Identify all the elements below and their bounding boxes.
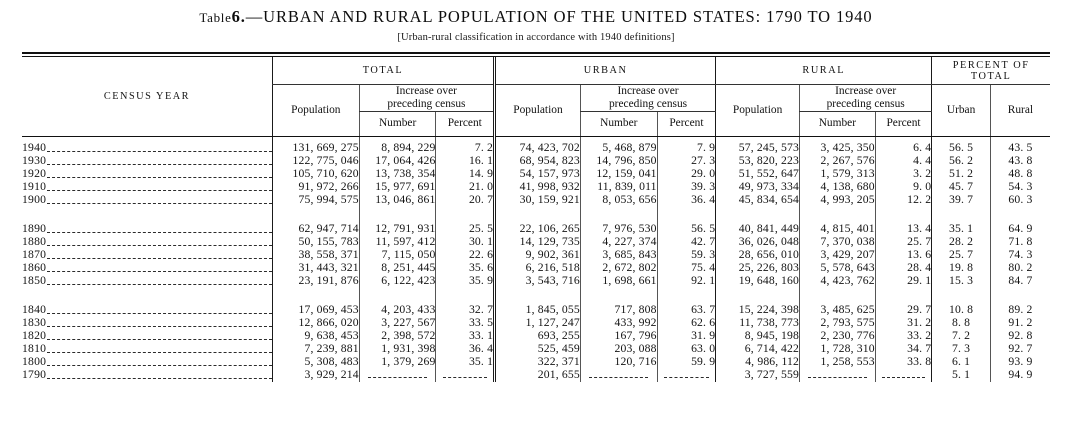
- cell-pct-urban: 39. 7: [932, 193, 991, 206]
- dot-leader: [47, 157, 272, 165]
- table-row[interactable]: [22, 329, 1050, 342]
- cell-pct-rural: 71. 8: [990, 235, 1050, 248]
- cell-urban-pop: 68, 954, 823: [495, 154, 581, 167]
- title-number: 6.: [231, 7, 246, 26]
- col-header-total-increase-number: Number: [359, 111, 436, 136]
- cell-rural-pop: 28, 656, 010: [716, 248, 800, 261]
- increase-line-2: preceding census: [608, 97, 688, 110]
- cell-total-pop: 7, 239, 881: [272, 342, 359, 355]
- cell-rural-inc-num: 3, 485, 625: [800, 298, 876, 315]
- col-header-rural-increase-number: Number: [800, 111, 876, 136]
- census-year-label: 1830: [22, 315, 47, 329]
- cell-urban-inc-pct: 29. 0: [657, 167, 716, 180]
- page-title: [0, 7, 1072, 27]
- row-census-year: [22, 193, 272, 206]
- cell-rural-inc-num: 4, 815, 401: [800, 217, 876, 234]
- census-year-label: 1910: [22, 180, 47, 194]
- cell-total-inc-pct: 16. 1: [436, 154, 495, 167]
- block-spacer-row: [22, 287, 1050, 298]
- cell-urban-pop: 525, 459: [495, 342, 581, 355]
- cell-rural-inc-pct: 3. 2: [875, 167, 932, 180]
- cell-total-inc-pct: 33. 5: [436, 316, 495, 329]
- cell-urban-inc-num: 12, 159, 041: [580, 167, 657, 180]
- cell-urban-inc-pct: 42. 7: [657, 235, 716, 248]
- cell-pct-urban: 56. 5: [932, 136, 991, 154]
- cell-rural-inc-pct: 12. 2: [875, 193, 932, 206]
- cell-pct-urban: 19. 8: [932, 261, 991, 274]
- no-data-dash: [443, 370, 487, 378]
- cell-total-inc-num: 1, 379, 269: [359, 355, 436, 368]
- cell-total-pop: 31, 443, 321: [272, 261, 359, 274]
- cell-urban-inc-pct: [657, 368, 716, 381]
- cell-urban-inc-pct: 75. 4: [657, 261, 716, 274]
- cell-pct-rural: 43. 8: [990, 154, 1050, 167]
- cell-urban-inc-pct: 59. 9: [657, 355, 716, 368]
- cell-total-inc-num: 13, 738, 354: [359, 167, 436, 180]
- col-group-rural: RURAL: [716, 57, 932, 85]
- cell-urban-pop: 1, 845, 055: [495, 298, 581, 315]
- cell-rural-inc-pct: 6. 4: [875, 136, 932, 154]
- row-census-year: [22, 167, 272, 180]
- cell-rural-pop: 4, 986, 112: [716, 355, 800, 368]
- col-header-rural-population: Population: [716, 85, 800, 136]
- col-header-pct-rural: Rural: [990, 85, 1050, 136]
- block-spacer-row: [22, 206, 1050, 217]
- title-dash: —: [245, 7, 264, 26]
- cell-rural-inc-num: 2, 230, 776: [800, 329, 876, 342]
- cell-total-inc-num: 3, 227, 567: [359, 316, 436, 329]
- cell-rural-pop: 6, 714, 422: [716, 342, 800, 355]
- row-census-year: [22, 261, 272, 274]
- row-census-year: [22, 329, 272, 342]
- cell-urban-inc-pct: 36. 4: [657, 193, 716, 206]
- increase-line-1: Increase over: [835, 85, 897, 97]
- cell-urban-inc-num: [580, 368, 657, 381]
- cell-urban-inc-num: 14, 796, 850: [580, 154, 657, 167]
- table-row[interactable]: [22, 261, 1050, 274]
- no-data-dash: [589, 370, 648, 378]
- cell-total-inc-pct: 35. 9: [436, 274, 495, 287]
- no-data-dash: [368, 370, 427, 378]
- cell-total-pop: 131, 669, 275: [272, 136, 359, 154]
- cell-total-inc-num: 8, 894, 229: [359, 136, 436, 154]
- cell-rural-pop: 3, 727, 559: [716, 368, 800, 381]
- table-body: [22, 136, 1050, 382]
- cell-urban-inc-pct: 92. 1: [657, 274, 716, 287]
- cell-rural-pop: 51, 552, 647: [716, 167, 800, 180]
- cell-rural-inc-num: 2, 793, 575: [800, 316, 876, 329]
- col-group-urban: URBAN: [495, 57, 716, 85]
- cell-urban-inc-num: 4, 227, 374: [580, 235, 657, 248]
- cell-pct-rural: 91. 2: [990, 316, 1050, 329]
- title-block: [0, 0, 1072, 43]
- cell-total-pop: 62, 947, 714: [272, 217, 359, 234]
- cell-pct-urban: 25. 7: [932, 248, 991, 261]
- table-row[interactable]: [22, 217, 1050, 234]
- cell-pct-rural: 94. 9: [990, 368, 1050, 381]
- table-row[interactable]: [22, 316, 1050, 329]
- cell-rural-inc-num: [800, 368, 876, 381]
- census-year-label: 1810: [22, 342, 47, 356]
- col-header-rural-increase: [800, 85, 932, 112]
- cell-rural-inc-num: 4, 423, 762: [800, 274, 876, 287]
- cell-pct-urban: 7. 3: [932, 342, 991, 355]
- col-header-total-population: Population: [272, 85, 359, 136]
- dot-leader: [47, 371, 272, 379]
- dot-leader: [47, 144, 272, 152]
- census-year-label: 1920: [22, 167, 47, 180]
- dot-leader: [47, 319, 272, 327]
- row-census-year: [22, 368, 272, 381]
- dot-leader: [47, 183, 272, 191]
- cell-total-pop: 9, 638, 453: [272, 329, 359, 342]
- census-year-label: 1790: [22, 368, 47, 382]
- cell-urban-pop: 9, 902, 361: [495, 248, 581, 261]
- table-row[interactable]: [22, 368, 1050, 381]
- cell-urban-pop: 3, 543, 716: [495, 274, 581, 287]
- cell-urban-inc-num: 7, 976, 530: [580, 217, 657, 234]
- cell-urban-inc-num: 11, 839, 011: [580, 180, 657, 193]
- cell-rural-inc-pct: 9. 0: [875, 180, 932, 193]
- col-header-pct-urban: Urban: [932, 85, 991, 136]
- cell-rural-pop: 36, 026, 048: [716, 235, 800, 248]
- cell-pct-rural: 92. 7: [990, 342, 1050, 355]
- cell-total-pop: 17, 069, 453: [272, 298, 359, 315]
- header-group-row: [22, 57, 1050, 85]
- cell-rural-inc-pct: 13. 6: [875, 248, 932, 261]
- cell-rural-inc-num: 1, 728, 310: [800, 342, 876, 355]
- dot-leader: [47, 225, 272, 233]
- census-year-label: 1940: [22, 140, 47, 154]
- col-header-rural-increase-percent: Percent: [875, 111, 932, 136]
- cell-total-inc-num: 4, 203, 433: [359, 298, 436, 315]
- cell-rural-pop: 45, 834, 654: [716, 193, 800, 206]
- table-row[interactable]: [22, 235, 1050, 248]
- dot-leader: [47, 277, 272, 285]
- row-census-year: [22, 248, 272, 261]
- cell-urban-pop: 1, 127, 247: [495, 316, 581, 329]
- cell-pct-urban: 10. 8: [932, 298, 991, 315]
- row-census-year: [22, 235, 272, 248]
- cell-total-inc-num: 1, 931, 398: [359, 342, 436, 355]
- row-census-year: [22, 136, 272, 154]
- col-group-total: TOTAL: [272, 57, 494, 85]
- no-data-dash: [664, 370, 709, 378]
- cell-rural-pop: 40, 841, 449: [716, 217, 800, 234]
- cell-total-inc-num: 11, 597, 412: [359, 235, 436, 248]
- cell-rural-pop: 25, 226, 803: [716, 261, 800, 274]
- cell-total-inc-num: 12, 791, 931: [359, 217, 436, 234]
- col-header-urban-increase: [580, 85, 715, 112]
- cell-pct-urban: 15. 3: [932, 274, 991, 287]
- cell-urban-inc-pct: 7. 9: [657, 136, 716, 154]
- cell-total-pop: 23, 191, 876: [272, 274, 359, 287]
- cell-pct-rural: 84. 7: [990, 274, 1050, 287]
- census-year-label: 1870: [22, 247, 47, 261]
- cell-urban-inc-num: 717, 808: [580, 298, 657, 315]
- table-row[interactable]: [22, 167, 1050, 180]
- cell-pct-rural: 80. 2: [990, 261, 1050, 274]
- cell-urban-pop: 322, 371: [495, 355, 581, 368]
- cell-pct-rural: 48. 8: [990, 167, 1050, 180]
- row-census-year: [22, 180, 272, 193]
- dot-leader: [47, 358, 272, 366]
- cell-pct-rural: 89. 2: [990, 298, 1050, 315]
- cell-urban-pop: 14, 129, 735: [495, 235, 581, 248]
- increase-line-2: preceding census: [826, 97, 905, 110]
- cell-urban-inc-num: 120, 716: [580, 355, 657, 368]
- cell-total-pop: 105, 710, 620: [272, 167, 359, 180]
- cell-total-inc-num: 13, 046, 861: [359, 193, 436, 206]
- census-year-label: 1840: [22, 302, 47, 316]
- cell-pct-urban: 8. 8: [932, 316, 991, 329]
- cell-urban-inc-num: 167, 796: [580, 329, 657, 342]
- cell-pct-urban: 51. 2: [932, 167, 991, 180]
- cell-total-inc-pct: 22. 6: [436, 248, 495, 261]
- cell-urban-pop: 22, 106, 265: [495, 217, 581, 234]
- cell-total-inc-pct: 33. 1: [436, 329, 495, 342]
- title-prefix: Table: [199, 10, 232, 25]
- cell-urban-inc-num: 2, 672, 802: [580, 261, 657, 274]
- cell-rural-inc-pct: 13. 4: [875, 217, 932, 234]
- census-year-label: 1890: [22, 221, 47, 235]
- cell-total-inc-num: 8, 251, 445: [359, 261, 436, 274]
- cell-urban-inc-num: 3, 685, 843: [580, 248, 657, 261]
- cell-urban-pop: 54, 157, 973: [495, 167, 581, 180]
- cell-pct-rural: 43. 5: [990, 136, 1050, 154]
- cell-rural-pop: 11, 738, 773: [716, 316, 800, 329]
- dot-leader: [47, 306, 272, 314]
- cell-urban-pop: 201, 655: [495, 368, 581, 381]
- cell-urban-pop: 30, 159, 921: [495, 193, 581, 206]
- row-census-year: [22, 355, 272, 368]
- cell-total-inc-pct: 35. 1: [436, 355, 495, 368]
- cell-urban-pop: 693, 255: [495, 329, 581, 342]
- col-header-urban-increase-percent: Percent: [657, 111, 716, 136]
- cell-rural-inc-num: 3, 425, 350: [800, 136, 876, 154]
- row-census-year: [22, 342, 272, 355]
- cell-pct-rural: 92. 8: [990, 329, 1050, 342]
- cell-rural-inc-pct: 29. 1: [875, 274, 932, 287]
- cell-total-inc-pct: 21. 0: [436, 180, 495, 193]
- cell-total-inc-pct: 7. 2: [436, 136, 495, 154]
- cell-rural-inc-num: 7, 370, 038: [800, 235, 876, 248]
- cell-total-inc-num: 7, 115, 050: [359, 248, 436, 261]
- cell-urban-inc-pct: 27. 3: [657, 154, 716, 167]
- cell-urban-inc-pct: 62. 6: [657, 316, 716, 329]
- census-year-label: 1800: [22, 355, 47, 369]
- cell-rural-inc-num: 1, 579, 313: [800, 167, 876, 180]
- table-row[interactable]: [22, 180, 1050, 193]
- cell-pct-urban: 45. 7: [932, 180, 991, 193]
- table-row[interactable]: [22, 298, 1050, 315]
- census-year-label: 1850: [22, 274, 47, 288]
- increase-line-2: preceding census: [387, 97, 466, 110]
- table-row[interactable]: [22, 355, 1050, 368]
- dot-leader: [47, 238, 272, 246]
- cell-rural-pop: 49, 973, 334: [716, 180, 800, 193]
- cell-total-inc-num: 15, 977, 691: [359, 180, 436, 193]
- cell-pct-rural: 60. 3: [990, 193, 1050, 206]
- cell-pct-urban: 28. 2: [932, 235, 991, 248]
- table-wrapper: [22, 52, 1050, 382]
- cell-pct-rural: 64. 9: [990, 217, 1050, 234]
- cell-rural-inc-pct: [875, 368, 932, 381]
- cell-pct-urban: 5. 1: [932, 368, 991, 381]
- dot-leader: [47, 345, 272, 353]
- cell-total-inc-pct: [436, 368, 495, 381]
- cell-total-pop: 122, 775, 046: [272, 154, 359, 167]
- cell-total-inc-pct: 25. 5: [436, 217, 495, 234]
- cell-urban-inc-num: 203, 088: [580, 342, 657, 355]
- cell-rural-inc-pct: 33. 2: [875, 329, 932, 342]
- title-main: URBAN AND RURAL POPULATION OF THE UNITED STATES: 1790 TO 1940: [263, 7, 873, 26]
- cell-total-inc-num: 6, 122, 423: [359, 274, 436, 287]
- row-census-year: [22, 274, 272, 287]
- cell-rural-inc-num: 4, 138, 680: [800, 180, 876, 193]
- table-row[interactable]: [22, 248, 1050, 261]
- row-census-year: [22, 154, 272, 167]
- cell-total-pop: 3, 929, 214: [272, 368, 359, 381]
- row-census-year: [22, 298, 272, 315]
- cell-total-inc-pct: 32. 7: [436, 298, 495, 315]
- cell-rural-inc-pct: 25. 7: [875, 235, 932, 248]
- dot-leader: [47, 196, 272, 204]
- table-head: [22, 57, 1050, 136]
- dot-leader: [47, 251, 272, 259]
- dot-leader: [47, 170, 272, 178]
- row-census-year: [22, 217, 272, 234]
- table-row[interactable]: [22, 342, 1050, 355]
- cell-total-inc-pct: 35. 6: [436, 261, 495, 274]
- table-row[interactable]: [22, 154, 1050, 167]
- cell-rural-pop: 15, 224, 398: [716, 298, 800, 315]
- cell-rural-inc-pct: 28. 4: [875, 261, 932, 274]
- col-header-urban-population: Population: [495, 85, 581, 136]
- cell-total-inc-num: [359, 368, 436, 381]
- cell-total-inc-pct: 36. 4: [436, 342, 495, 355]
- cell-total-pop: 50, 155, 783: [272, 235, 359, 248]
- cell-urban-pop: 6, 216, 518: [495, 261, 581, 274]
- cell-rural-inc-num: 3, 429, 207: [800, 248, 876, 261]
- cell-rural-inc-pct: 29. 7: [875, 298, 932, 315]
- no-data-dash: [808, 370, 866, 378]
- cell-rural-inc-num: 2, 267, 576: [800, 154, 876, 167]
- cell-total-inc-pct: 20. 7: [436, 193, 495, 206]
- cell-urban-inc-pct: 59. 3: [657, 248, 716, 261]
- cell-urban-inc-num: 8, 053, 656: [580, 193, 657, 206]
- cell-rural-pop: 57, 245, 573: [716, 136, 800, 154]
- cell-total-pop: 12, 866, 020: [272, 316, 359, 329]
- census-year-label: 1900: [22, 193, 47, 207]
- cell-pct-rural: 54. 3: [990, 180, 1050, 193]
- cell-total-pop: 91, 972, 266: [272, 180, 359, 193]
- col-group-percent-of-total: PERCENT OF TOTAL: [932, 57, 1050, 85]
- cell-total-inc-pct: 14. 9: [436, 167, 495, 180]
- dot-leader: [47, 264, 272, 272]
- no-data-dash: [882, 370, 925, 378]
- cell-urban-inc-pct: 31. 9: [657, 329, 716, 342]
- census-year-label: 1930: [22, 153, 47, 167]
- census-year-label: 1820: [22, 328, 47, 342]
- cell-rural-inc-pct: 4. 4: [875, 154, 932, 167]
- increase-line-1: Increase over: [617, 85, 679, 97]
- cell-rural-inc-num: 5, 578, 643: [800, 261, 876, 274]
- cell-urban-pop: 41, 998, 932: [495, 180, 581, 193]
- cell-rural-inc-num: 1, 258, 553: [800, 355, 876, 368]
- cell-rural-inc-pct: 34. 7: [875, 342, 932, 355]
- cell-urban-inc-pct: 63. 0: [657, 342, 716, 355]
- cell-pct-urban: 6. 1: [932, 355, 991, 368]
- col-header-total-increase-percent: Percent: [436, 111, 495, 136]
- row-census-year: [22, 316, 272, 329]
- cell-urban-inc-num: 5, 468, 879: [580, 136, 657, 154]
- cell-total-inc-pct: 30. 1: [436, 235, 495, 248]
- cell-rural-pop: 53, 820, 223: [716, 154, 800, 167]
- cell-rural-inc-num: 4, 993, 205: [800, 193, 876, 206]
- cell-urban-inc-num: 433, 992: [580, 316, 657, 329]
- cell-total-pop: 5, 308, 483: [272, 355, 359, 368]
- cell-pct-urban: 56. 2: [932, 154, 991, 167]
- cell-pct-rural: 74. 3: [990, 248, 1050, 261]
- cell-urban-inc-pct: 39. 3: [657, 180, 716, 193]
- cell-pct-urban: 7. 2: [932, 329, 991, 342]
- col-header-urban-increase-number: Number: [580, 111, 657, 136]
- cell-total-inc-num: 2, 398, 572: [359, 329, 436, 342]
- increase-line-1: Increase over: [395, 85, 457, 97]
- cell-urban-inc-pct: 63. 7: [657, 298, 716, 315]
- table-row[interactable]: [22, 193, 1050, 206]
- cell-rural-pop: 8, 945, 198: [716, 329, 800, 342]
- col-header-total-increase: [359, 85, 494, 112]
- col-header-census-year: CENSUS YEAR: [103, 90, 191, 102]
- cell-urban-inc-num: 1, 698, 661: [580, 274, 657, 287]
- cell-pct-urban: 35. 1: [932, 217, 991, 234]
- cell-rural-inc-pct: 31. 2: [875, 316, 932, 329]
- cell-rural-pop: 19, 648, 160: [716, 274, 800, 287]
- table-row[interactable]: [22, 136, 1050, 154]
- census-year-label: 1880: [22, 234, 47, 248]
- cell-urban-pop: 74, 423, 702: [495, 136, 581, 154]
- dot-leader: [47, 332, 272, 340]
- table-row[interactable]: [22, 274, 1050, 287]
- cell-total-pop: 75, 994, 575: [272, 193, 359, 206]
- census-year-label: 1860: [22, 261, 47, 275]
- table-subtitle: [Urban-rural classification in accordance with 1940 definitions]: [397, 32, 675, 43]
- cell-total-pop: 38, 558, 371: [272, 248, 359, 261]
- cell-rural-inc-pct: 33. 8: [875, 355, 932, 368]
- cell-pct-rural: 93. 9: [990, 355, 1050, 368]
- census-table: [22, 57, 1050, 382]
- cell-total-inc-num: 17, 064, 426: [359, 154, 436, 167]
- cell-urban-inc-pct: 56. 5: [657, 217, 716, 234]
